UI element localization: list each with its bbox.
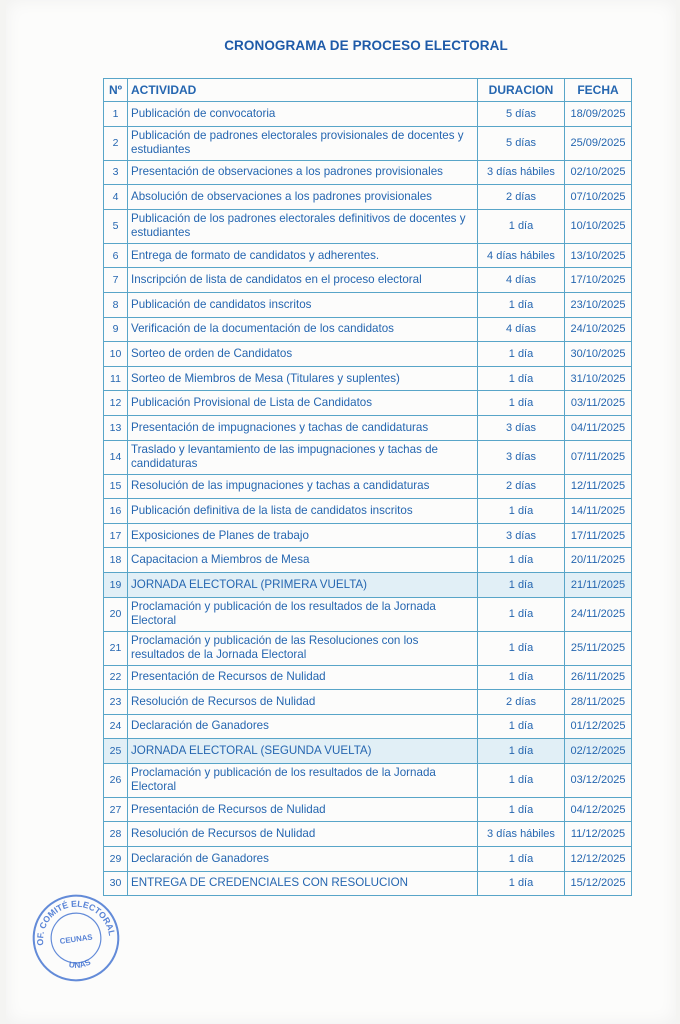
row-date: 23/10/2025 — [565, 292, 632, 317]
row-duration: 3 días — [478, 440, 565, 474]
row-number: 14 — [104, 440, 128, 474]
table-row — [104, 797, 632, 822]
row-activity: Declaración de Ganadores — [128, 714, 478, 739]
table-row — [104, 243, 632, 268]
row-number: 25 — [104, 739, 128, 764]
header-duration: DURACION — [478, 79, 565, 102]
row-number: 6 — [104, 243, 128, 268]
row-date: 07/11/2025 — [565, 440, 632, 474]
row-date: 28/11/2025 — [565, 690, 632, 715]
row-date: 17/11/2025 — [565, 523, 632, 548]
row-activity: Verificación de la documentación de los candidatos — [128, 317, 478, 342]
row-number: 5 — [104, 209, 128, 243]
row-date: 13/10/2025 — [565, 243, 632, 268]
row-activity: Inscripción de lista de candidatos en el proceso electoral — [128, 268, 478, 293]
row-duration: 1 día — [478, 763, 565, 797]
row-number: 11 — [104, 366, 128, 391]
row-date: 12/11/2025 — [565, 474, 632, 499]
row-number: 16 — [104, 499, 128, 524]
row-date: 20/11/2025 — [565, 548, 632, 573]
row-activity: Proclamación y publicación de los resultados de la Jornada Electoral — [128, 597, 478, 631]
row-activity: Resolución de las impugnaciones y tachas a candidaturas — [128, 474, 478, 499]
row-activity: Presentación de observaciones a los padrones provisionales — [128, 160, 478, 185]
row-number: 30 — [104, 871, 128, 896]
row-activity: JORNADA ELECTORAL (PRIMERA VUELTA) — [128, 572, 478, 597]
row-duration: 5 días — [478, 126, 565, 160]
row-date: 25/09/2025 — [565, 126, 632, 160]
row-number: 29 — [104, 847, 128, 872]
row-duration: 1 día — [478, 631, 565, 665]
table-row — [104, 366, 632, 391]
row-date: 15/12/2025 — [565, 871, 632, 896]
table-row — [104, 440, 632, 474]
row-duration: 1 día — [478, 572, 565, 597]
row-date: 24/10/2025 — [565, 317, 632, 342]
row-activity: Resolución de Recursos de Nulidad — [128, 822, 478, 847]
row-number: 19 — [104, 572, 128, 597]
table-row — [104, 342, 632, 367]
row-activity: Declaración de Ganadores — [128, 847, 478, 872]
table-row — [104, 391, 632, 416]
row-duration: 5 días — [478, 102, 565, 127]
row-date: 07/10/2025 — [565, 185, 632, 210]
row-number: 1 — [104, 102, 128, 127]
row-number: 20 — [104, 597, 128, 631]
row-date: 04/11/2025 — [565, 415, 632, 440]
row-number: 17 — [104, 523, 128, 548]
row-duration: 2 días — [478, 474, 565, 499]
row-number: 13 — [104, 415, 128, 440]
table-row — [104, 631, 632, 665]
row-date: 10/10/2025 — [565, 209, 632, 243]
row-number: 2 — [104, 126, 128, 160]
table-row — [104, 714, 632, 739]
committee-seal-stamp — [30, 892, 122, 984]
row-duration: 1 día — [478, 714, 565, 739]
row-number: 8 — [104, 292, 128, 317]
table-row — [104, 102, 632, 127]
row-number: 12 — [104, 391, 128, 416]
row-duration: 3 días — [478, 523, 565, 548]
row-date: 11/12/2025 — [565, 822, 632, 847]
row-date: 04/12/2025 — [565, 797, 632, 822]
row-duration: 1 día — [478, 548, 565, 573]
table-row — [104, 474, 632, 499]
row-duration: 3 días hábiles — [478, 160, 565, 185]
table-row — [104, 871, 632, 896]
table-row — [104, 126, 632, 160]
row-date: 18/09/2025 — [565, 102, 632, 127]
row-activity: Traslado y levantamiento de las impugnaciones y tachas de candidaturas — [128, 440, 478, 474]
row-date: 12/12/2025 — [565, 847, 632, 872]
header-activity: ACTIVIDAD — [128, 79, 478, 102]
stamp-center-text: CEUNAS — [59, 932, 94, 946]
row-date: 31/10/2025 — [565, 366, 632, 391]
row-activity: Publicación Provisional de Lista de Candidatos — [128, 391, 478, 416]
table-row — [104, 415, 632, 440]
row-activity: Sorteo de orden de Candidatos — [128, 342, 478, 367]
row-duration: 1 día — [478, 292, 565, 317]
row-date: 03/11/2025 — [565, 391, 632, 416]
table-row — [104, 572, 632, 597]
header-date: FECHA — [565, 79, 632, 102]
row-number: 24 — [104, 714, 128, 739]
table-body — [104, 102, 632, 896]
row-duration: 4 días hábiles — [478, 243, 565, 268]
row-date: 25/11/2025 — [565, 631, 632, 665]
row-activity: Exposiciones de Planes de trabajo — [128, 523, 478, 548]
table-row — [104, 847, 632, 872]
row-activity: Publicación de candidatos inscritos — [128, 292, 478, 317]
table-row — [104, 209, 632, 243]
row-date: 02/10/2025 — [565, 160, 632, 185]
row-duration: 3 días — [478, 415, 565, 440]
row-date: 30/10/2025 — [565, 342, 632, 367]
table-row — [104, 690, 632, 715]
table-row — [104, 523, 632, 548]
table-row — [104, 739, 632, 764]
table-row — [104, 763, 632, 797]
row-activity: Proclamación y publicación de las Resoluciones con los resultados de la Jornada Electoral — [128, 631, 478, 665]
row-number: 15 — [104, 474, 128, 499]
stamp-bottom-text: UNAS — [68, 957, 93, 971]
row-activity: Capacitacion a Miembros de Mesa — [128, 548, 478, 573]
row-activity: Publicación de convocatoria — [128, 102, 478, 127]
row-date: 17/10/2025 — [565, 268, 632, 293]
row-duration: 1 día — [478, 342, 565, 367]
row-duration: 1 día — [478, 665, 565, 690]
row-activity: Presentación de impugnaciones y tachas de candidaturas — [128, 415, 478, 440]
table-row — [104, 822, 632, 847]
row-duration: 1 día — [478, 739, 565, 764]
table-row — [104, 160, 632, 185]
row-duration: 1 día — [478, 499, 565, 524]
row-number: 26 — [104, 763, 128, 797]
row-duration: 2 días — [478, 690, 565, 715]
row-date: 03/12/2025 — [565, 763, 632, 797]
row-activity: Entrega de formato de candidatos y adherentes. — [128, 243, 478, 268]
row-duration: 1 día — [478, 366, 565, 391]
row-activity: Publicación de los padrones electorales definitivos de docentes y estudiantes — [128, 209, 478, 243]
row-activity: JORNADA ELECTORAL (SEGUNDA VUELTA) — [128, 739, 478, 764]
row-duration: 1 día — [478, 597, 565, 631]
row-duration: 3 días hábiles — [478, 822, 565, 847]
row-duration: 4 días — [478, 268, 565, 293]
row-activity: Publicación de padrones electorales provisionales de docentes y estudiantes — [128, 126, 478, 160]
row-number: 22 — [104, 665, 128, 690]
row-date: 24/11/2025 — [565, 597, 632, 631]
table-row — [104, 597, 632, 631]
row-number: 4 — [104, 185, 128, 210]
header-number: Nº — [104, 79, 128, 102]
table-row — [104, 268, 632, 293]
table-header-row — [104, 79, 632, 102]
row-date: 26/11/2025 — [565, 665, 632, 690]
row-number: 21 — [104, 631, 128, 665]
row-number: 9 — [104, 317, 128, 342]
row-activity: Proclamación y publicación de los resultados de la Jornada Electoral — [128, 763, 478, 797]
document-title: CRONOGRAMA DE PROCESO ELECTORAL — [224, 38, 508, 53]
row-activity: Presentación de Recursos de Nulidad — [128, 665, 478, 690]
row-date: 01/12/2025 — [565, 714, 632, 739]
table-row — [104, 292, 632, 317]
row-date: 21/11/2025 — [565, 572, 632, 597]
table-row — [104, 499, 632, 524]
row-duration: 2 días — [478, 185, 565, 210]
row-number: 10 — [104, 342, 128, 367]
row-duration: 4 días — [478, 317, 565, 342]
row-activity: Resolución de Recursos de Nulidad — [128, 690, 478, 715]
row-date: 02/12/2025 — [565, 739, 632, 764]
row-duration: 1 día — [478, 847, 565, 872]
row-number: 7 — [104, 268, 128, 293]
table-row — [104, 185, 632, 210]
row-number: 23 — [104, 690, 128, 715]
row-duration: 1 día — [478, 871, 565, 896]
table-row — [104, 665, 632, 690]
document-page — [6, 0, 676, 1024]
row-duration: 1 día — [478, 209, 565, 243]
row-date: 14/11/2025 — [565, 499, 632, 524]
stamp-top-text: OF. COMITÉ ELECTORAL — [35, 898, 118, 946]
table-row — [104, 317, 632, 342]
row-activity: Absolución de observaciones a los padrones provisionales — [128, 185, 478, 210]
row-number: 3 — [104, 160, 128, 185]
row-duration: 1 día — [478, 391, 565, 416]
row-activity: Publicación definitiva de la lista de candidatos inscritos — [128, 499, 478, 524]
row-number: 27 — [104, 797, 128, 822]
row-duration: 1 día — [478, 797, 565, 822]
schedule-table — [103, 78, 632, 896]
row-activity: Presentación de Recursos de Nulidad — [128, 797, 478, 822]
table-row — [104, 548, 632, 573]
row-activity: ENTREGA DE CREDENCIALES CON RESOLUCION — [128, 871, 478, 896]
row-activity: Sorteo de Miembros de Mesa (Titulares y suplentes) — [128, 366, 478, 391]
row-number: 18 — [104, 548, 128, 573]
row-number: 28 — [104, 822, 128, 847]
